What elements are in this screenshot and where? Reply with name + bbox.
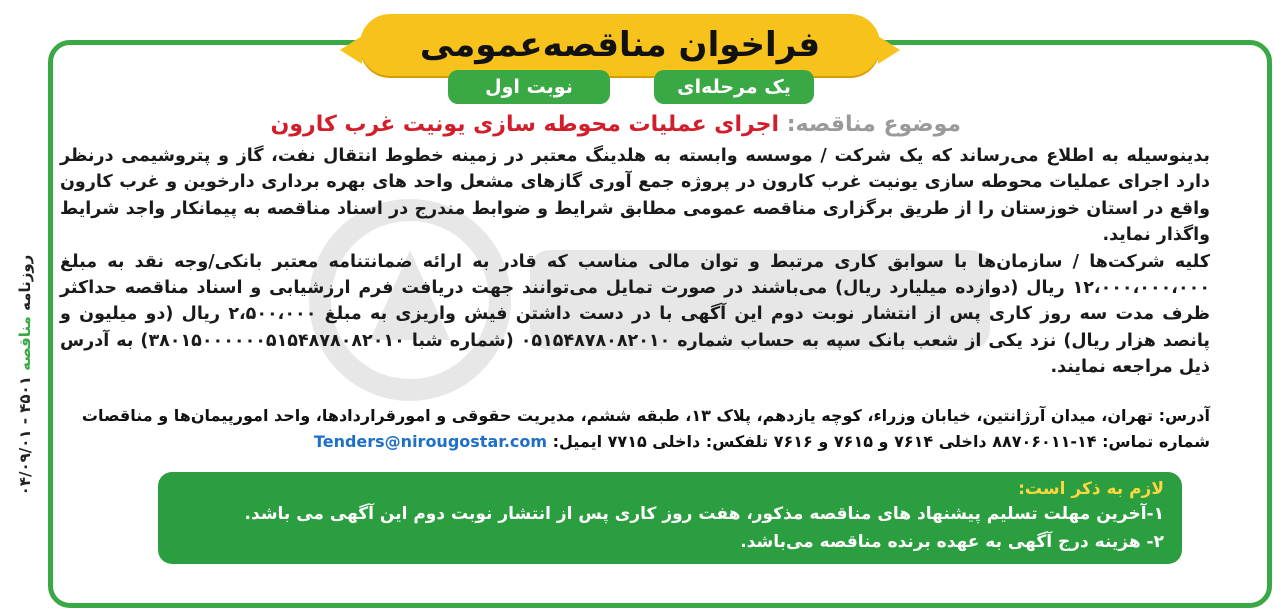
address-line: آدرس: تهران، میدان آرژانتین، خیابان وزراء، کوچه یازدهم، پلاک ۱۳، طبقه ششم، مدیریت حقوقی و امورقراردادها، واحد امورپیمان‌ها و مناقصات [81,406,1210,425]
email-link[interactable]: Tenders@nirougostar.com [313,432,548,451]
note-title: لازم به ذکر است: [1018,479,1164,499]
title-banner [360,14,880,76]
body-text [60,143,1210,381]
round-badge: نوبت اول [448,70,610,104]
subject-label: موضوع مناقصه: [786,112,961,137]
phone-text: شماره تماس: ۱۴-۸۸۷۰۶۰۱۱ داخلی ۷۶۱۴ و ۷۶۱۵ و ۷۶۱۶ تلفکس: داخلی ۷۷۱۵ ایمیل: [552,432,1210,451]
newspaper-stamp [4,250,46,500]
phone-line [60,429,1210,455]
paragraph: کلیه شرکت‌ها / سازمان‌ها با سوابق کاری مرتبط و توان مالی مناسب که قادر به ارائه ضمانتنامه معتبر بانکی/وجه نقد به مبلغ ۱۲،۰۰۰،۰۰۰،۰۰۰ ریال (دوازده میلیارد ریال) می‌باشند در صورت تمایل می‌توانند جهت دریافت فرم ارزشیابی و اسناد مناقصه حداکثر ظرف مدت سه روز کاری پس از انتشار نوبت دوم این آگهی با در دست داشتن فیش واریزی به مبلغ ۲،۵۰۰،۰۰۰ ریال (دو میلیون و پانصد هزار ریال) نزد یکی از شعب بانک سپه به حساب شماره ۰۵۱۵۴۸۷۸۰۸۲۰۱۰ (شماره شبا ۳۸۰۱۵۰۰۰۰۰۰۵۱۵۴۸۷۸۰۸۲۰۱۰) به آدرس ذیل مراجعه نمایند. [60,251,1210,378]
stamp-brand: مناقصه [16,316,34,371]
stage-badge: یک مرحله‌ای [654,70,814,104]
note-box [158,472,1182,564]
note-item: ۲- هزینه درج آگهی به عهده برنده مناقصه می‌باشد. [740,532,1164,552]
contact-block [60,403,1210,455]
subject [271,112,961,137]
note-item: ۱-آخرین مهلت تسلیم پیشنهاد های مناقصه مذکور، هفت روز کاری پس از انتشار نوبت دوم این آگهی می باشد. [244,504,1164,524]
page-title: فراخوان مناقصه‌عمومی [419,25,821,65]
paragraph: بدینوسیله به اطلاع می‌رساند که یک شرکت / موسسه وابسته به هلدینگ معتبر در زمینه خطوط انتقال نفت، گاز و پتروشیمی درنظر دارد اجرای عملیات محوطه سازی یونیت غرب کارون در پروژه جمع آوری گازهای مشعل واحد های بهره برداری دارخوین و غرب کارون واقع در استان خوزستان را از طریق برگزاری مناقصه عمومی مطابق شرایط و ضوابط مندرج در اسناد مناقصه به پیمانکار واجد شرایط واگذار نماید. [60,146,1210,246]
stamp-prefix: روزنامه [16,254,34,311]
subject-value: اجرای عملیات محوطه سازی یونیت غرب کارون [270,112,780,137]
stamp-code: ۴۵۰۱ - ۰۴/۰۹/۰۱ [16,376,34,496]
